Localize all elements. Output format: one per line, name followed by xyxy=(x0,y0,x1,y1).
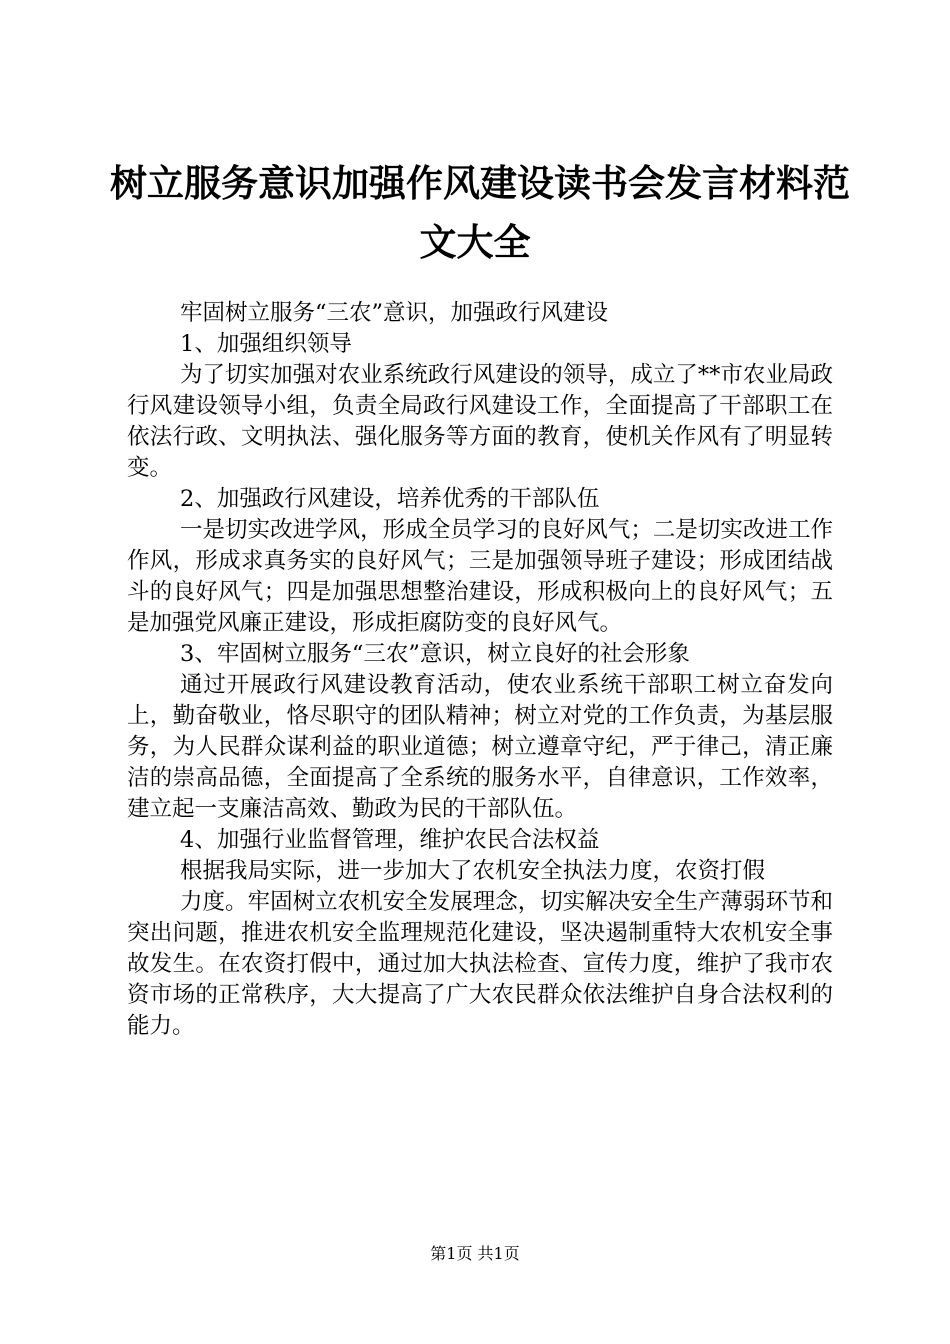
body-paragraph: 通过开展政行风建设教育活动，使农业系统干部职工树立奋发向上，勤奋敬业，恪尽职守的团队精神；树立对党的工作负责，为基层服务，为人民群众谋利益的职业道德；树立遵章守纪，严于律己，清正廉洁的崇高品德，全面提高了全系统的服务水平，自律意识，工作效率，建立起一支廉洁高效、勤政为民的干部队伍。 xyxy=(127,672,833,822)
document-title-line-2: 文大全 xyxy=(419,220,531,264)
page-footer: 第1页 共1页 xyxy=(430,1244,520,1263)
section-heading: 2、加强政行风建设，培养优秀的干部队伍 xyxy=(180,486,600,512)
section-heading: 牢固树立服务“三农”意识，加强政行风建设 xyxy=(180,300,609,326)
body-paragraph: 一是切实改进学风，形成全员学习的良好风气；二是切实改进工作作风，形成求真务实的良好风气；三是加强领导班子建设；形成团结战斗的良好风气；四是加强思想整治建设，形成积极向上的良好风气；五是加强党风廉正建设，形成拒腐防变的良好风气。 xyxy=(127,517,833,636)
body-paragraph: 根据我局实际，进一步加大了农机安全执法力度，农资打假 xyxy=(180,858,766,884)
document-title-line-1: 树立服务意识加强作风建设读书会发言材料范 xyxy=(110,161,850,205)
section-heading: 4、加强行业监督管理，维护农民合法权益 xyxy=(180,827,600,853)
section-heading: 1、加强组织领导 xyxy=(180,331,352,357)
body-paragraph: 为了切实加强对农业系统政行风建设的领导，成立了**市农业局政行风建设领导小组，负责全局政行风建设工作，全面提高了干部职工在依法行政、文明执法、强化服务等方面的教育，使机关作风有了明显转变。 xyxy=(127,362,833,481)
section-heading: 3、牢固树立服务“三农”意识，树立良好的社会形象 xyxy=(180,641,690,667)
body-paragraph: 力度。牢固树立农机安全发展理念，切实解决安全生产薄弱环节和突出问题，推进农机安全监理规范化建设，坚决遏制重特大农机安全事故发生。在农资打假中，通过加大执法检查、宣传力度，维护了我市农资市场的正常秩序，大大提高了广大农民群众依法维护自身合法权利的能力。 xyxy=(127,889,833,1039)
document-body xyxy=(127,298,833,1042)
